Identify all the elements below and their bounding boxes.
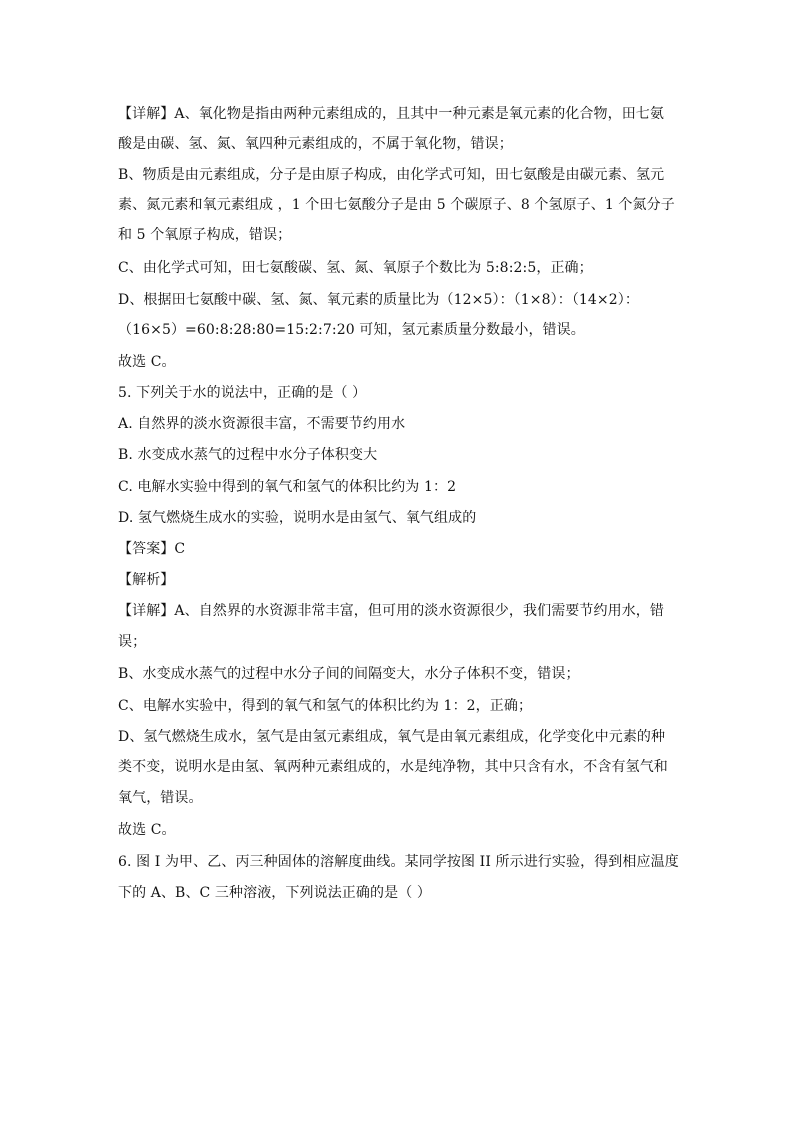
text-line: 【详解】A、自然界的水资源非常丰富，但可用的淡水资源很少，我们需要节约用水，错 bbox=[118, 603, 665, 619]
text-line: 和 5 个氧原子构成，错误； bbox=[118, 227, 292, 243]
question-stem: 5. 下列关于水的说法中，正确的是（ ） bbox=[118, 385, 367, 401]
question-stem: 6. 图 I 为甲、乙、丙三种固体的溶解度曲线。某同学按图 II 所示进行实验，得到相应温度 bbox=[118, 854, 679, 870]
option-d: D. 氢气燃烧生成水的实验，说明水是由氢气、氧气组成的 bbox=[118, 510, 477, 526]
text-line: 故选 C。 bbox=[118, 822, 176, 838]
text-line: C、由化学式可知，田七氨酸碳、氢、氮、氧原子个数比为 5:8:2:5，正确； bbox=[118, 260, 593, 276]
text-line: B、水变成水蒸气的过程中水分子间的间隔变大，水分子体积不变，错误； bbox=[118, 666, 580, 682]
text-line: D、氢气燃烧生成水，氢气是由氢元素组成，氧气是由氧元素组成，化学变化中元素的种 bbox=[118, 729, 666, 745]
option-c: C. 电解水实验中得到的氧气和氢气的体积比约为 1：2 bbox=[118, 479, 457, 495]
option-a: A. 自然界的淡水资源很丰富，不需要节约用水 bbox=[118, 416, 406, 432]
text-line: 故选 C。 bbox=[118, 354, 176, 370]
answer-label: 【答案】C bbox=[118, 541, 186, 557]
text-line: B、物质是由元素组成，分子是由原子构成，由化学式可知，田七氨酸是由碳元素、氢元 bbox=[118, 167, 665, 183]
text-line: C、电解水实验中，得到的氧气和氢气的体积比约为 1：2，正确； bbox=[118, 698, 533, 714]
option-b: B. 水变成水蒸气的过程中水分子体积变大 bbox=[118, 447, 378, 463]
text-line: 下的 A、B、C 三种溶液，下列说法正确的是（ ） bbox=[118, 885, 431, 901]
text-line: 酸是由碳、氢、氮、氧四种元素组成的，不属于氧化物，错误； bbox=[118, 136, 513, 152]
text-line: （16×5）=60:8:28:80=15:2:7:20 可知，氢元素质量分数最小，错误。 bbox=[118, 322, 585, 338]
text-line: 类不变，说明水是由氢、氧两种元素组成的，水是纯净物，其中只含有水，不含有氢气和 bbox=[118, 759, 668, 775]
text-line: 误； bbox=[118, 634, 147, 650]
text-line: D、根据田七氨酸中碳、氢、氮、氧元素的质量比为（12×5）：（1×8）：（14×2）： bbox=[118, 292, 639, 308]
text-line: 氧气，错误。 bbox=[118, 790, 203, 806]
text-line: 素、氮元素和氧元素组成 ，1 个田七氨酸分子是由 5 个碳原子、8 个氢原子、1 个氮分子 bbox=[118, 197, 675, 213]
text-line: 【详解】A、氧化物是指由两种元素组成的，且其中一种元素是氧元素的化合物，田七氨 bbox=[118, 106, 665, 122]
analysis-label: 【解析】 bbox=[118, 572, 175, 588]
